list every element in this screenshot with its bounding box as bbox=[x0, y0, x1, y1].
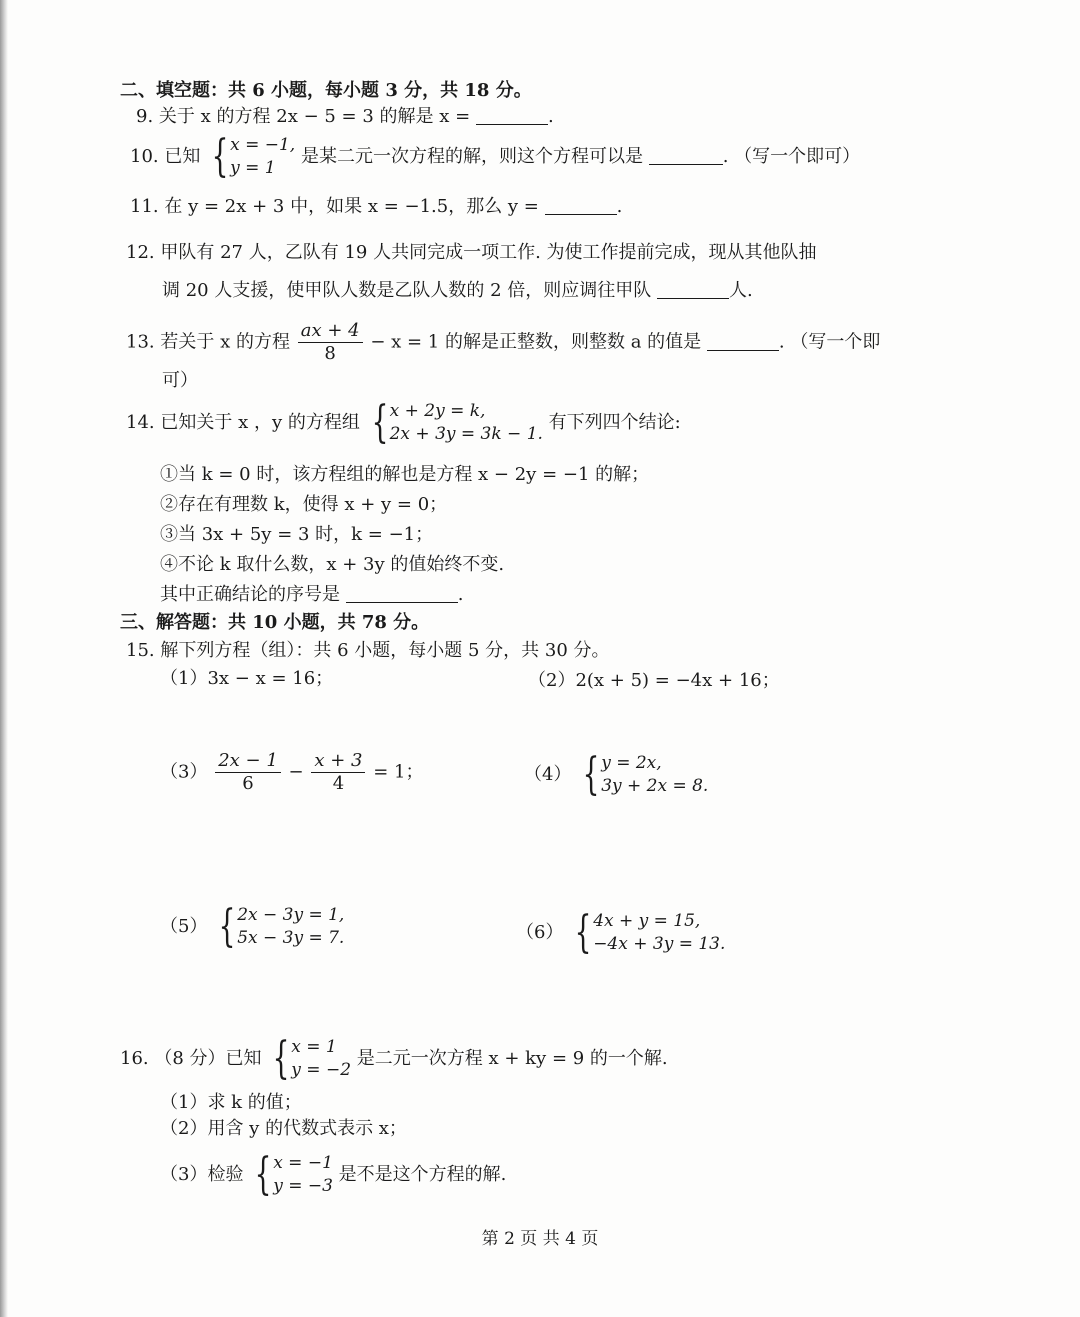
q16-sys-line-2: y = −2 bbox=[291, 1060, 352, 1080]
q15-p5-label: （5） bbox=[160, 916, 208, 937]
q15-part-1: （1）3x − x = 16； bbox=[160, 668, 334, 689]
q14-number: 14. bbox=[126, 412, 155, 433]
q15-p3-frac1-denominator: 6 bbox=[242, 773, 254, 794]
q12-line-2: 调 20 人支援，使甲队人数是乙队人数的 2 倍，则应调往甲队 bbox=[162, 280, 652, 301]
q15-part-4 bbox=[524, 749, 709, 800]
q13-tail: . （写一个即 bbox=[778, 331, 881, 353]
q15-p6-sys-line-2: −4x + 3y = 13. bbox=[593, 934, 726, 954]
q15-p4-sys-line-1: y = 2x, bbox=[601, 753, 662, 773]
q16-text: 是二元一次方程 x + ky = 9 的一个解. bbox=[356, 1048, 668, 1069]
q14-pre: 已知关于 x ，y 的方程组 bbox=[160, 412, 360, 433]
question-9 bbox=[136, 106, 554, 128]
q15-part-2: （2）2(x + 5) = −4x + 16； bbox=[528, 670, 780, 691]
q16-brace: { bbox=[272, 1033, 290, 1084]
q13-line-2: 可） bbox=[162, 370, 198, 391]
q14-item-3: ③当 3x + 5y = 3 时，k = −1； bbox=[160, 524, 434, 545]
q16-sub-2: （2）用含 y 的代数式表示 x； bbox=[160, 1118, 407, 1139]
q13-frac-denominator: 8 bbox=[324, 343, 336, 364]
q10-tail: . （写一个即可） bbox=[722, 146, 861, 167]
q10-equation-system bbox=[206, 131, 296, 182]
q15-p5-brace: { bbox=[218, 901, 236, 952]
q15-p3-fraction-2 bbox=[311, 750, 365, 795]
q15-part-3 bbox=[160, 750, 423, 795]
q14-answer-blank[interactable] bbox=[346, 585, 458, 603]
question-13 bbox=[126, 320, 880, 365]
q9-text: 关于 x 的方程 2x − 5 = 3 的解是 x = bbox=[158, 106, 471, 127]
q14-item-2: ②存在有理数 k，使得 x + y = 0； bbox=[160, 494, 448, 515]
q9-number: 9. bbox=[136, 106, 154, 127]
question-15 bbox=[126, 640, 610, 662]
q14-brace: { bbox=[371, 397, 389, 448]
page-scan-edge bbox=[0, 0, 8, 1317]
q16-s3-equation-system bbox=[249, 1149, 333, 1200]
q13-text: − x = 1 的解是正整数，则整数 a 的值是 bbox=[370, 331, 702, 353]
q14-item-4: ④不论 k 取什么数，x + 3y 的值始终不变. bbox=[160, 554, 505, 575]
q15-p5-sys-line-1: 2x − 3y = 1, bbox=[237, 905, 345, 925]
section-2-heading: 二、填空题：共 6 小题，每小题 3 分，共 18 分。 bbox=[120, 80, 532, 101]
q14-sys-line-1: x + 2y = k, bbox=[389, 401, 486, 421]
q12-answer-blank[interactable] bbox=[657, 281, 729, 299]
q9-answer-blank[interactable] bbox=[476, 107, 548, 125]
q15-p4-equation-system bbox=[577, 749, 709, 800]
q13-pre: 若关于 x 的方程 bbox=[160, 331, 290, 353]
question-10 bbox=[130, 131, 861, 182]
q15-p6-equation-system bbox=[569, 907, 726, 958]
q15-p6-brace: { bbox=[574, 907, 592, 958]
q15-p3-frac2-numerator: x + 3 bbox=[311, 750, 365, 773]
q15-p3-minus: − bbox=[288, 761, 304, 783]
q15-number: 15. bbox=[126, 640, 155, 661]
q16-s3-sys-line-1: x = −1 bbox=[273, 1153, 333, 1173]
q15-p5-sys-line-2: 5x − 3y = 7. bbox=[237, 928, 345, 948]
q9-tail: . bbox=[547, 106, 554, 127]
q11-text: 在 y = 2x + 3 中，如果 x = −1.5，那么 y = bbox=[164, 196, 539, 217]
q15-p3-label: （3） bbox=[160, 761, 208, 783]
q16-points: （8 分）已知 bbox=[154, 1048, 262, 1069]
question-14 bbox=[126, 397, 681, 448]
q15-p3-frac2-denominator: 4 bbox=[332, 773, 345, 794]
q14-equation-system bbox=[366, 397, 543, 448]
q15-text: 解下列方程（组）：共 6 小题，每小题 5 分，共 30 分。 bbox=[160, 640, 610, 661]
q15-p4-label: （4） bbox=[524, 764, 572, 785]
q15-part-5 bbox=[160, 901, 345, 952]
q15-p5-equation-system bbox=[213, 901, 345, 952]
q12-number: 12. bbox=[126, 242, 155, 263]
q10-sys-line-1: x = −1, bbox=[230, 135, 296, 155]
q15-p4-sys-line-2: 3y + 2x = 8. bbox=[601, 776, 709, 796]
question-12-line-1 bbox=[126, 242, 817, 264]
q11-tail: . bbox=[616, 196, 623, 217]
question-11 bbox=[130, 196, 622, 218]
q13-answer-blank[interactable] bbox=[707, 333, 779, 351]
q11-answer-blank[interactable] bbox=[545, 197, 617, 215]
q16-sub-3 bbox=[160, 1149, 507, 1200]
section-3-heading: 三、解答题：共 10 小题，共 78 分。 bbox=[120, 612, 430, 633]
q10-brace: { bbox=[211, 131, 229, 182]
page-footer: 第 2 页 共 4 页 bbox=[481, 1229, 599, 1249]
q10-answer-blank[interactable] bbox=[649, 147, 723, 165]
q12-line-1: 甲队有 27 人，乙队有 19 人共同完成一项工作. 为使工作提前完成，现从其他队抽 bbox=[160, 242, 817, 263]
q15-p6-label: （6） bbox=[516, 922, 564, 943]
q14-sys-line-2: 2x + 3y = 3k − 1. bbox=[389, 424, 543, 444]
q15-part-6 bbox=[516, 907, 726, 958]
q13-frac-numerator: ax + 4 bbox=[298, 320, 363, 343]
q14-tail: . bbox=[457, 584, 464, 605]
q16-s3-text: 是不是这个方程的解. bbox=[338, 1164, 507, 1185]
q16-number: 16. bbox=[120, 1048, 149, 1069]
q13-number: 13. bbox=[126, 331, 155, 353]
q16-sys-line-1: x = 1 bbox=[291, 1037, 337, 1057]
q12-tail: 人. bbox=[728, 280, 753, 301]
q10-sys-line-2: y = 1 bbox=[230, 158, 276, 178]
q16-s3-pre: （3）检验 bbox=[160, 1164, 244, 1185]
q10-number: 10. bbox=[130, 146, 159, 167]
q10-pre: 已知 bbox=[164, 146, 201, 167]
q14-item-1: ①当 k = 0 时，该方程组的解也是方程 x − 2y = −1 的解； bbox=[160, 464, 650, 485]
q10-text: 是某二元一次方程的解，则这个方程可以是 bbox=[300, 146, 643, 167]
q13-fraction bbox=[298, 320, 363, 365]
q16-s3-brace: { bbox=[254, 1149, 272, 1200]
q15-p6-sys-line-1: 4x + y = 15, bbox=[593, 911, 701, 931]
q15-p4-brace: { bbox=[582, 749, 600, 800]
q11-number: 11. bbox=[130, 196, 159, 217]
q15-p3-tail: = 1； bbox=[373, 761, 424, 783]
q14-text: 有下列四个结论: bbox=[548, 412, 681, 433]
question-16 bbox=[120, 1033, 668, 1084]
q14-answer-prompt: 其中正确结论的序号是 bbox=[160, 584, 340, 605]
q16-equation-system bbox=[267, 1033, 352, 1084]
q16-s3-sys-line-2: y = −3 bbox=[273, 1176, 333, 1196]
question-12-line-2 bbox=[162, 280, 753, 302]
q15-p3-fraction-1 bbox=[215, 750, 281, 795]
q15-p3-frac1-numerator: 2x − 1 bbox=[215, 750, 281, 773]
q16-sub-1: （1）求 k 的值； bbox=[160, 1092, 302, 1113]
q14-answer-line bbox=[160, 584, 463, 606]
